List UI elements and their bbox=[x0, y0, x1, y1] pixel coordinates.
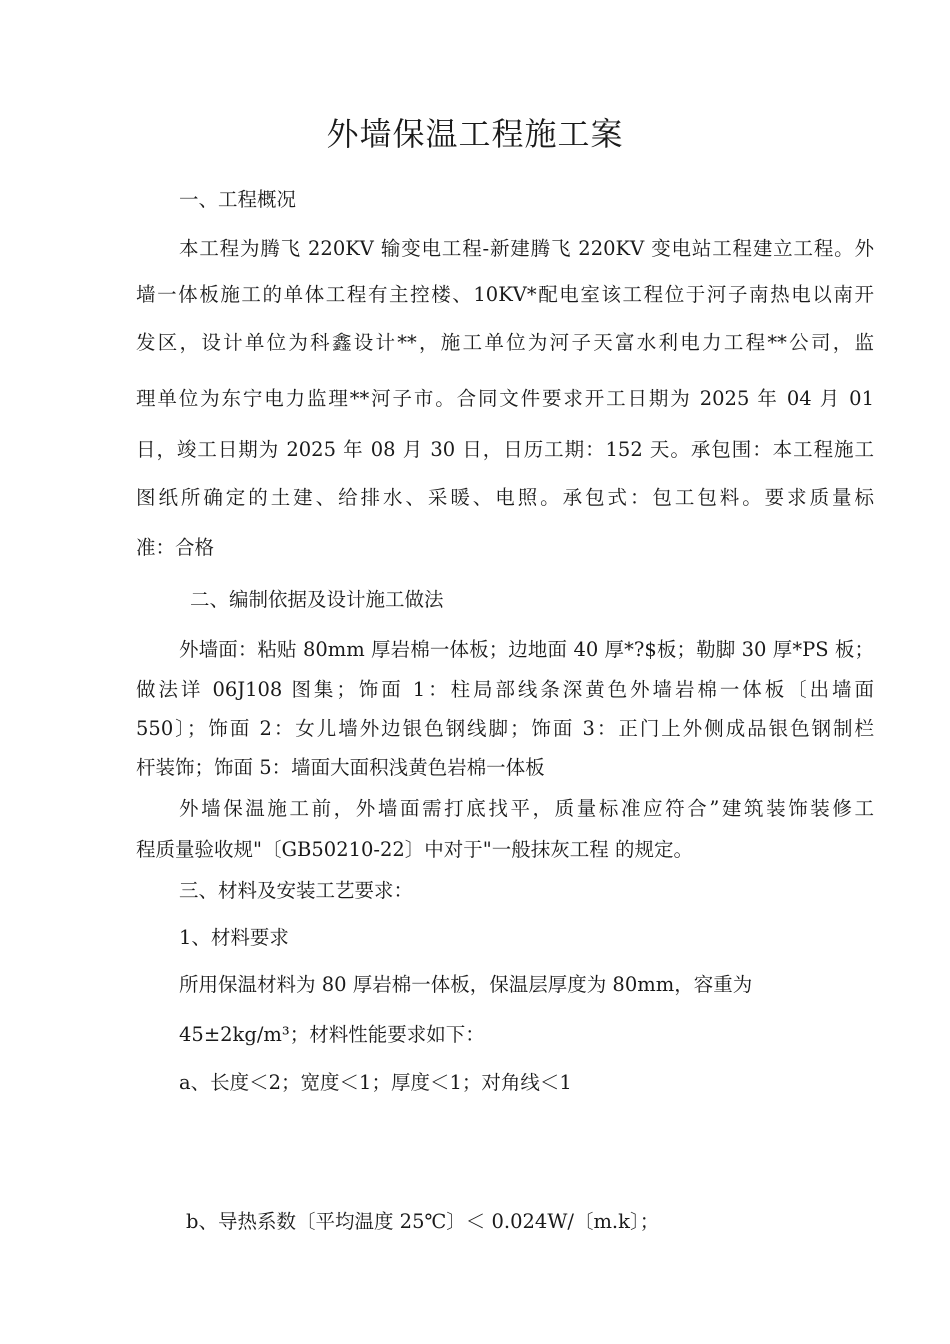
material-item-b: b、导热系数〔平均温度 25℃〕＜ 0.024W/〔m.k〕； bbox=[186, 1210, 660, 1233]
overview-line-5: 日，竣工日期为 2025 年 08 月 30 日，日历工期：152 天。承包围：本工程施工 bbox=[136, 438, 874, 461]
material-line-2: 45±2kg/m³；材料性能要求如下： bbox=[179, 1023, 485, 1046]
overview-line-6: 图纸所确定的土建、给排水、采暖、电照。承包式：包工包料。要求质量标 bbox=[136, 486, 874, 509]
method-line-3: 550〕；饰面 2：女儿墙外边银色钢线脚；饰面 3：正门上外侧成品银色钢制栏 bbox=[136, 717, 874, 740]
overview-line-2: 墙一体板施工的单体工程有主控楼、10KV*配电室该工程位于河子南热电以南开 bbox=[136, 283, 874, 306]
quality-line-1: 外墙保温施工前，外墙面需打底找平，质量标准应符合”建筑装饰装修工 bbox=[179, 797, 874, 820]
document-title: 外墙保温工程施工案 bbox=[326, 115, 624, 153]
method-line-1: 外墙面：粘贴 80mm 厚岩棉一体板；边地面 40 厚*?$板；勒脚 30 厚*PS 板； bbox=[179, 638, 874, 661]
method-line-2: 做法详 06J108 图集；饰面 1：柱局部线条深黄色外墙岩棉一体板〔出墙面 bbox=[136, 678, 874, 701]
quality-line-2: 程质量验收规"〔GB50210-22〕中对于"一般抹灰工程 的规定。 bbox=[136, 838, 693, 861]
overview-line-3: 发区，设计单位为科鑫设计**，施工单位为河子天富水利电力工程**公司，监 bbox=[136, 331, 874, 354]
material-line-1: 所用保温材料为 80 厚岩棉一体板，保温层厚度为 80mm，容重为 bbox=[179, 973, 753, 996]
section-heading-basis: 二、编制依据及设计施工做法 bbox=[190, 588, 444, 611]
method-line-4: 杆装饰；饰面 5：墙面大面积浅黄色岩棉一体板 bbox=[136, 756, 545, 779]
section-heading-overview: 一、工程概况 bbox=[179, 188, 297, 211]
overview-line-4: 理单位为东宁电力监理**河子市。合同文件要求开工日期为 2025 年 04 月 01 bbox=[136, 387, 874, 410]
section-heading-materials: 三、材料及安装工艺要求： bbox=[179, 879, 414, 902]
overview-line-7: 准：合格 bbox=[136, 536, 215, 559]
overview-line-1: 本工程为腾飞 220KV 输变电工程-新建腾飞 220KV 变电站工程建立工程。外 bbox=[179, 237, 874, 260]
material-item-a: a、长度＜2；宽度＜1；厚度＜1；对角线＜1 bbox=[179, 1071, 572, 1094]
subsection-heading-material-requirements: 1、材料要求 bbox=[179, 926, 289, 949]
